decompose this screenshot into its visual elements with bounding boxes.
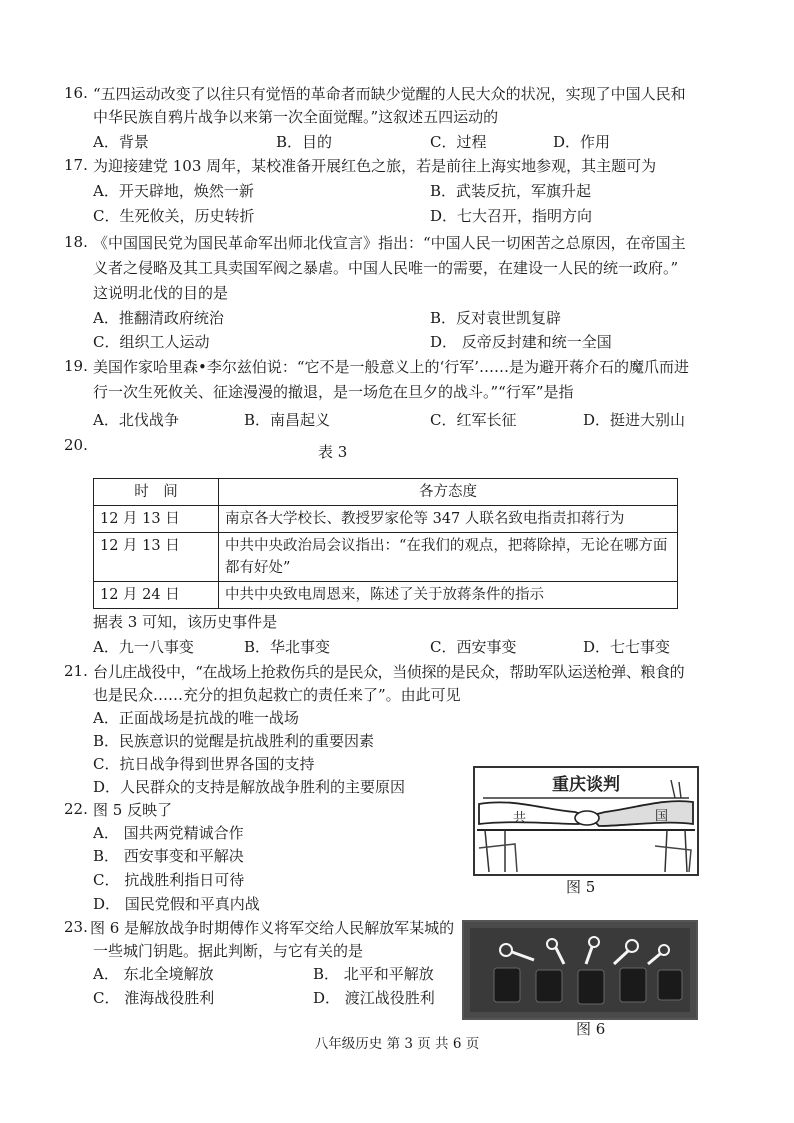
question-18-option-d[interactable]: D． 反帝反封建和统一全国 <box>430 333 612 351</box>
table-row <box>94 506 678 533</box>
question-17-option-c[interactable]: C．生死攸关，历史转折 <box>93 207 255 225</box>
question-20-option-a[interactable]: A．九一八事变 <box>93 638 194 656</box>
question-21-option-c[interactable]: C．抗日战争得到世界各国的支持 <box>93 755 315 773</box>
table-cell-attitude: 中共中央政治局会议指出：“在我们的观点，把蒋除掉，无论在哪方面都有好处” <box>219 533 678 582</box>
question-17-stem: 为迎接建党 103 周年，某校准备开展红色之旅，若是前往上海实地参观，其主题可为 <box>93 157 657 175</box>
question-20-stem: 据表 3 可知，该历史事件是 <box>93 613 278 631</box>
question-18-option-a[interactable]: A．推翻清政府统治 <box>93 309 224 327</box>
question-23-option-b[interactable]: B． 北平和平解放 <box>313 965 434 983</box>
question-18-stem-line-3: 这说明北伐的目的是 <box>93 284 229 302</box>
question-19-number: 19. <box>64 357 88 375</box>
question-18-stem-line-1: 《中国国民党为国民革命军出师北伐宣言》指出：“中国人民一切困苦之总原因，在帝国主 <box>93 234 686 252</box>
question-17-number: 17. <box>64 156 88 174</box>
question-22-number: 22. <box>64 800 88 818</box>
table-cell-attitude: 南京各大学校长、教授罗家伦等 347 人联名致电指责扣蒋行为 <box>219 506 678 533</box>
figure-5-right-label: 国 <box>655 809 669 824</box>
question-16-option-d[interactable]: D．作用 <box>553 133 611 151</box>
question-22-stem: 图 5 反映了 <box>93 801 173 819</box>
question-22-option-c[interactable]: C． 抗战胜利指日可待 <box>93 871 245 889</box>
table-header-attitude: 各方态度 <box>219 479 678 506</box>
question-17-option-b[interactable]: B．武装反抗，军旗升起 <box>430 182 592 200</box>
question-23-option-c[interactable]: C． 淮海战役胜利 <box>93 989 215 1007</box>
question-21-option-a[interactable]: A．正面战场是抗战的唯一战场 <box>93 709 299 727</box>
table-header-time: 时 间 <box>94 479 219 506</box>
figure-5-chongqing-negotiation-cartoon <box>473 766 699 876</box>
question-19-stem-line-1: 美国作家哈里森•李尔兹伯说：“它不是一般意义上的‘行军’……是为避开蒋介石的魔爪而进 <box>93 358 690 376</box>
table-cell-date: 12 月 13 日 <box>94 506 219 533</box>
table-cell-date: 12 月 24 日 <box>94 582 219 609</box>
question-22-option-b[interactable]: B． 西安事变和平解决 <box>93 847 244 865</box>
handshake-cartoon-illustration <box>475 768 697 874</box>
question-23-option-a[interactable]: A． 东北全境解放 <box>93 965 214 983</box>
figure-5-left-label: 共 <box>513 811 527 826</box>
question-22-option-a[interactable]: A． 国共两党精诚合作 <box>93 824 244 842</box>
table-cell-date: 12 月 13 日 <box>94 533 219 582</box>
table-row <box>94 582 678 609</box>
question-23-number: 23. <box>64 918 88 936</box>
question-20-option-c[interactable]: C．西安事变 <box>430 638 517 656</box>
question-23-stem-line-2: 一些城门钥匙。据此判断，与它有关的是 <box>93 942 364 960</box>
question-16-option-a[interactable]: A．背景 <box>93 133 149 151</box>
keys-photo-illustration <box>464 922 696 1018</box>
question-21-option-b[interactable]: B．民族意识的觉醒是抗战胜利的重要因素 <box>93 732 375 750</box>
figure-5-caption: 图 5 <box>566 878 596 896</box>
question-16-stem-line-2: 中华民族自鸦片战争以来第一次全面觉醒。”这叙述五四运动的 <box>93 108 499 126</box>
question-20-option-b[interactable]: B．华北事变 <box>244 638 331 656</box>
question-21-number: 21. <box>64 662 88 680</box>
table-3 <box>93 478 678 609</box>
table-row <box>94 533 678 582</box>
question-16-number: 16. <box>64 84 88 102</box>
question-20-option-d[interactable]: D．七七事变 <box>583 638 671 656</box>
table-cell-attitude: 中共中央致电周恩来，陈述了关于放蒋条件的指示 <box>219 582 678 609</box>
table-header-row <box>94 479 678 506</box>
question-19-option-c[interactable]: C．红军长征 <box>430 411 517 429</box>
question-23-option-d[interactable]: D． 渡江战役胜利 <box>313 989 435 1007</box>
question-19-stem-line-2: 行一次生死攸关、征途漫漫的撤退，是一场危在旦夕的战斗。”“行军”是指 <box>93 383 574 401</box>
question-18-number: 18. <box>64 233 88 251</box>
question-22-option-d[interactable]: D． 国民党假和平真内战 <box>93 895 260 913</box>
figure-6-caption: 图 6 <box>576 1020 606 1038</box>
question-17-option-a[interactable]: A．开天辟地，焕然一新 <box>93 182 254 200</box>
question-18-stem-line-2: 义者之侵略及其工具卖国军阀之暴虐。中国人民唯一的需要，在建设一人民的统一政府。” <box>93 259 679 277</box>
question-19-option-d[interactable]: D．挺进大别山 <box>583 411 686 429</box>
question-18-option-c[interactable]: C．组织工人运动 <box>93 333 210 351</box>
question-19-option-b[interactable]: B．南昌起义 <box>244 411 331 429</box>
question-16-option-b[interactable]: B．目的 <box>276 133 333 151</box>
question-18-option-b[interactable]: B．反对袁世凯复辟 <box>430 309 562 327</box>
question-16-stem-line-1: “五四运动改变了以往只有觉悟的革命者而缺少觉醒的人民大众的状况，实现了中国人民和 <box>93 85 686 103</box>
figure-5-banner-text: 重庆谈判 <box>552 775 620 795</box>
question-21-stem-line-1: 台儿庄战役中，“在战场上抢救伤兵的是民众，当侦探的是民众，帮助军队运送枪弹、粮食的 <box>93 663 685 681</box>
question-21-stem-line-2: 也是民众……充分的担负起救亡的责任来了”。由此可见 <box>93 686 461 704</box>
question-16-option-c[interactable]: C．过程 <box>430 133 487 151</box>
figure-6-city-gate-keys-photo <box>462 920 698 1020</box>
question-23-stem-line-1: 图 6 是解放战争时期傅作义将军交给人民解放军某城的 <box>90 919 455 937</box>
table-3-title: 表 3 <box>318 443 348 461</box>
question-17-option-d[interactable]: D．七大召开，指明方向 <box>430 207 593 225</box>
question-19-option-a[interactable]: A．北伐战争 <box>93 411 179 429</box>
question-21-option-d[interactable]: D．人民群众的支持是解放战争胜利的主要原因 <box>93 778 406 796</box>
question-20-number: 20. <box>64 436 88 454</box>
page-footer: 八年级历史 第 3 页 共 6 页 <box>314 1036 480 1052</box>
